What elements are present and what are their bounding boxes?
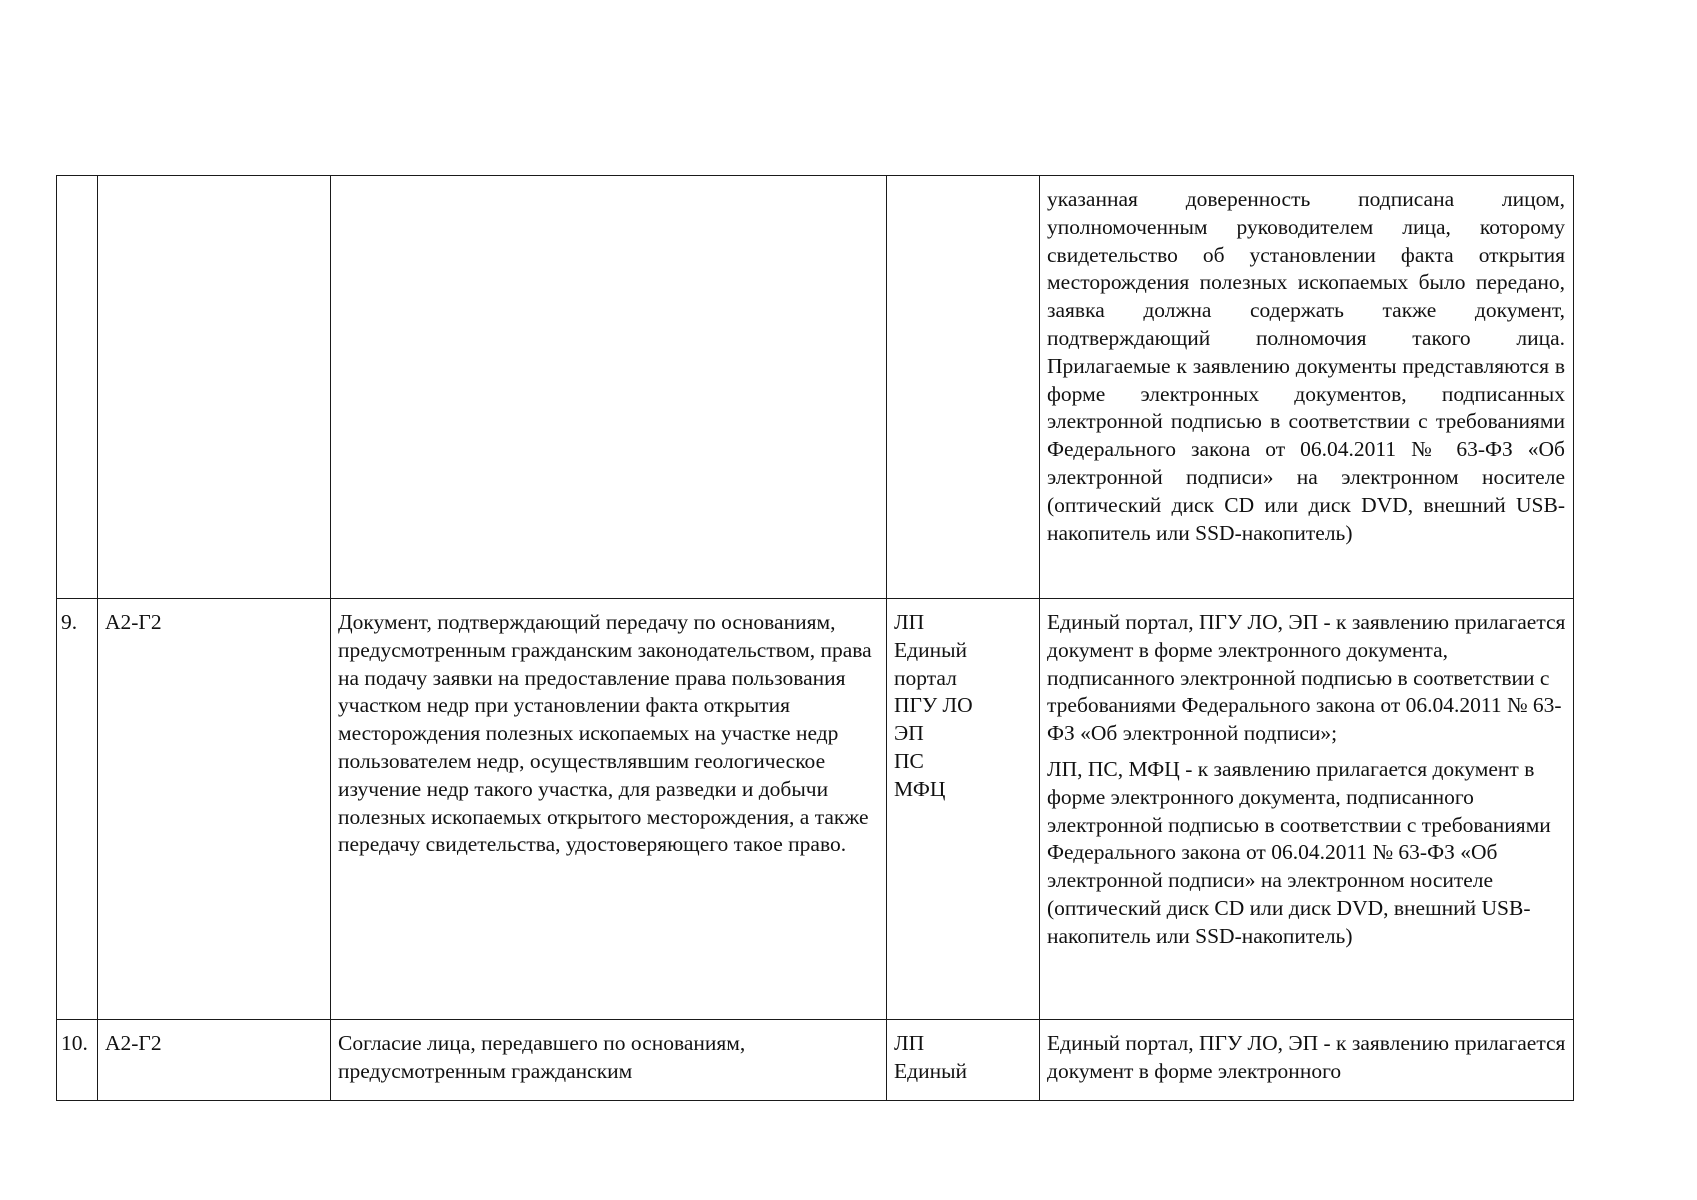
channel-item: Единый портал	[894, 637, 968, 690]
cell-code: А2-Г2	[98, 599, 331, 1020]
requirements-paragraph: Единый портал, ПГУ ЛО, ЭП - к заявлению прилагается документ в форме электронного	[1047, 1031, 1566, 1083]
cell-requirements	[1040, 599, 1574, 1020]
cell-document	[331, 176, 887, 599]
table-row-continuation	[57, 176, 1574, 599]
channel-item: ПС	[894, 748, 924, 773]
cell-channels	[887, 599, 1040, 1020]
cell-document: Документ, подтверждающий передачу по основаниям, предусмотренным гражданским законодательством, права на подачу заявки на предоставление права пользования участком недр при установлении факта открытия месторождения полезных ископаемых на участке недр пользователем недр, осуществлявшим геологическое изучение недр такого участка, для разведки и добычи полезных ископаемых открытого месторождения, а также передачу свидетельства, удостоверяющего такое право.	[331, 599, 887, 1020]
channel-item: Единый	[894, 1058, 968, 1083]
channel-item: ЛП	[894, 1031, 925, 1055]
documents-table	[56, 175, 1574, 1101]
requirements-paragraph: ЛП, ПС, МФЦ - к заявлению прилагается документ в форме электронного документа, подписанного электронной подписью в соответствии с требованиями Федерального закона от 06.04.2011 № 63-ФЗ «Об электронной подписи» на электронном носителе (оптический диск CD или диск DVD, внешний USB-накопитель или SSD-накопитель)	[1047, 756, 1551, 948]
cell-number: 10.	[57, 1020, 98, 1101]
requirements-text: указанная доверенность подписана лицом, уполномоченным руководителем лица, которому свидетельство об установлении факта открытия месторождения полезных ископаемых было передано, заявка должна содержать также документ, подтверждающий полномочия такого лица. Прилагаемые к заявлению документы представляются в форме электронных документов, подписанных электронной подписью в соответствии с требованиями Федерального закона от 06.04.2011 № 63-ФЗ «Об электронной подписи» на электронном носителе (оптический диск CD или диск DVD, внешний USB-накопитель или SSD-накопитель)	[1047, 187, 1565, 545]
cell-code: А2-Г2	[98, 1020, 331, 1101]
cell-number	[57, 176, 98, 599]
table-row	[57, 599, 1574, 1020]
table-row	[57, 1020, 1574, 1101]
channel-item: ПГУ ЛО	[894, 693, 973, 718]
cell-channels	[887, 176, 1040, 599]
cell-number: 9.	[57, 599, 98, 1020]
channel-item: МФЦ	[894, 776, 946, 801]
channel-item: ЛП	[894, 610, 925, 634]
document-text: Согласие лица, передавшего по основаниям, предусмотренным гражданским	[338, 1031, 746, 1083]
cell-document	[331, 1020, 887, 1101]
cell-requirements	[1040, 1020, 1574, 1101]
cell-code	[98, 176, 331, 599]
channel-item: ЭП	[894, 721, 924, 746]
cell-channels	[887, 1020, 1040, 1101]
cell-requirements	[1040, 176, 1574, 599]
requirements-paragraph: Единый портал, ПГУ ЛО, ЭП - к заявлению прилагается документ в форме электронного документа, подписанного электронной подписью в соответствии с требованиями Федерального закона от 06.04.2011 № 63-ФЗ «Об электронной подписи»;	[1047, 610, 1566, 746]
